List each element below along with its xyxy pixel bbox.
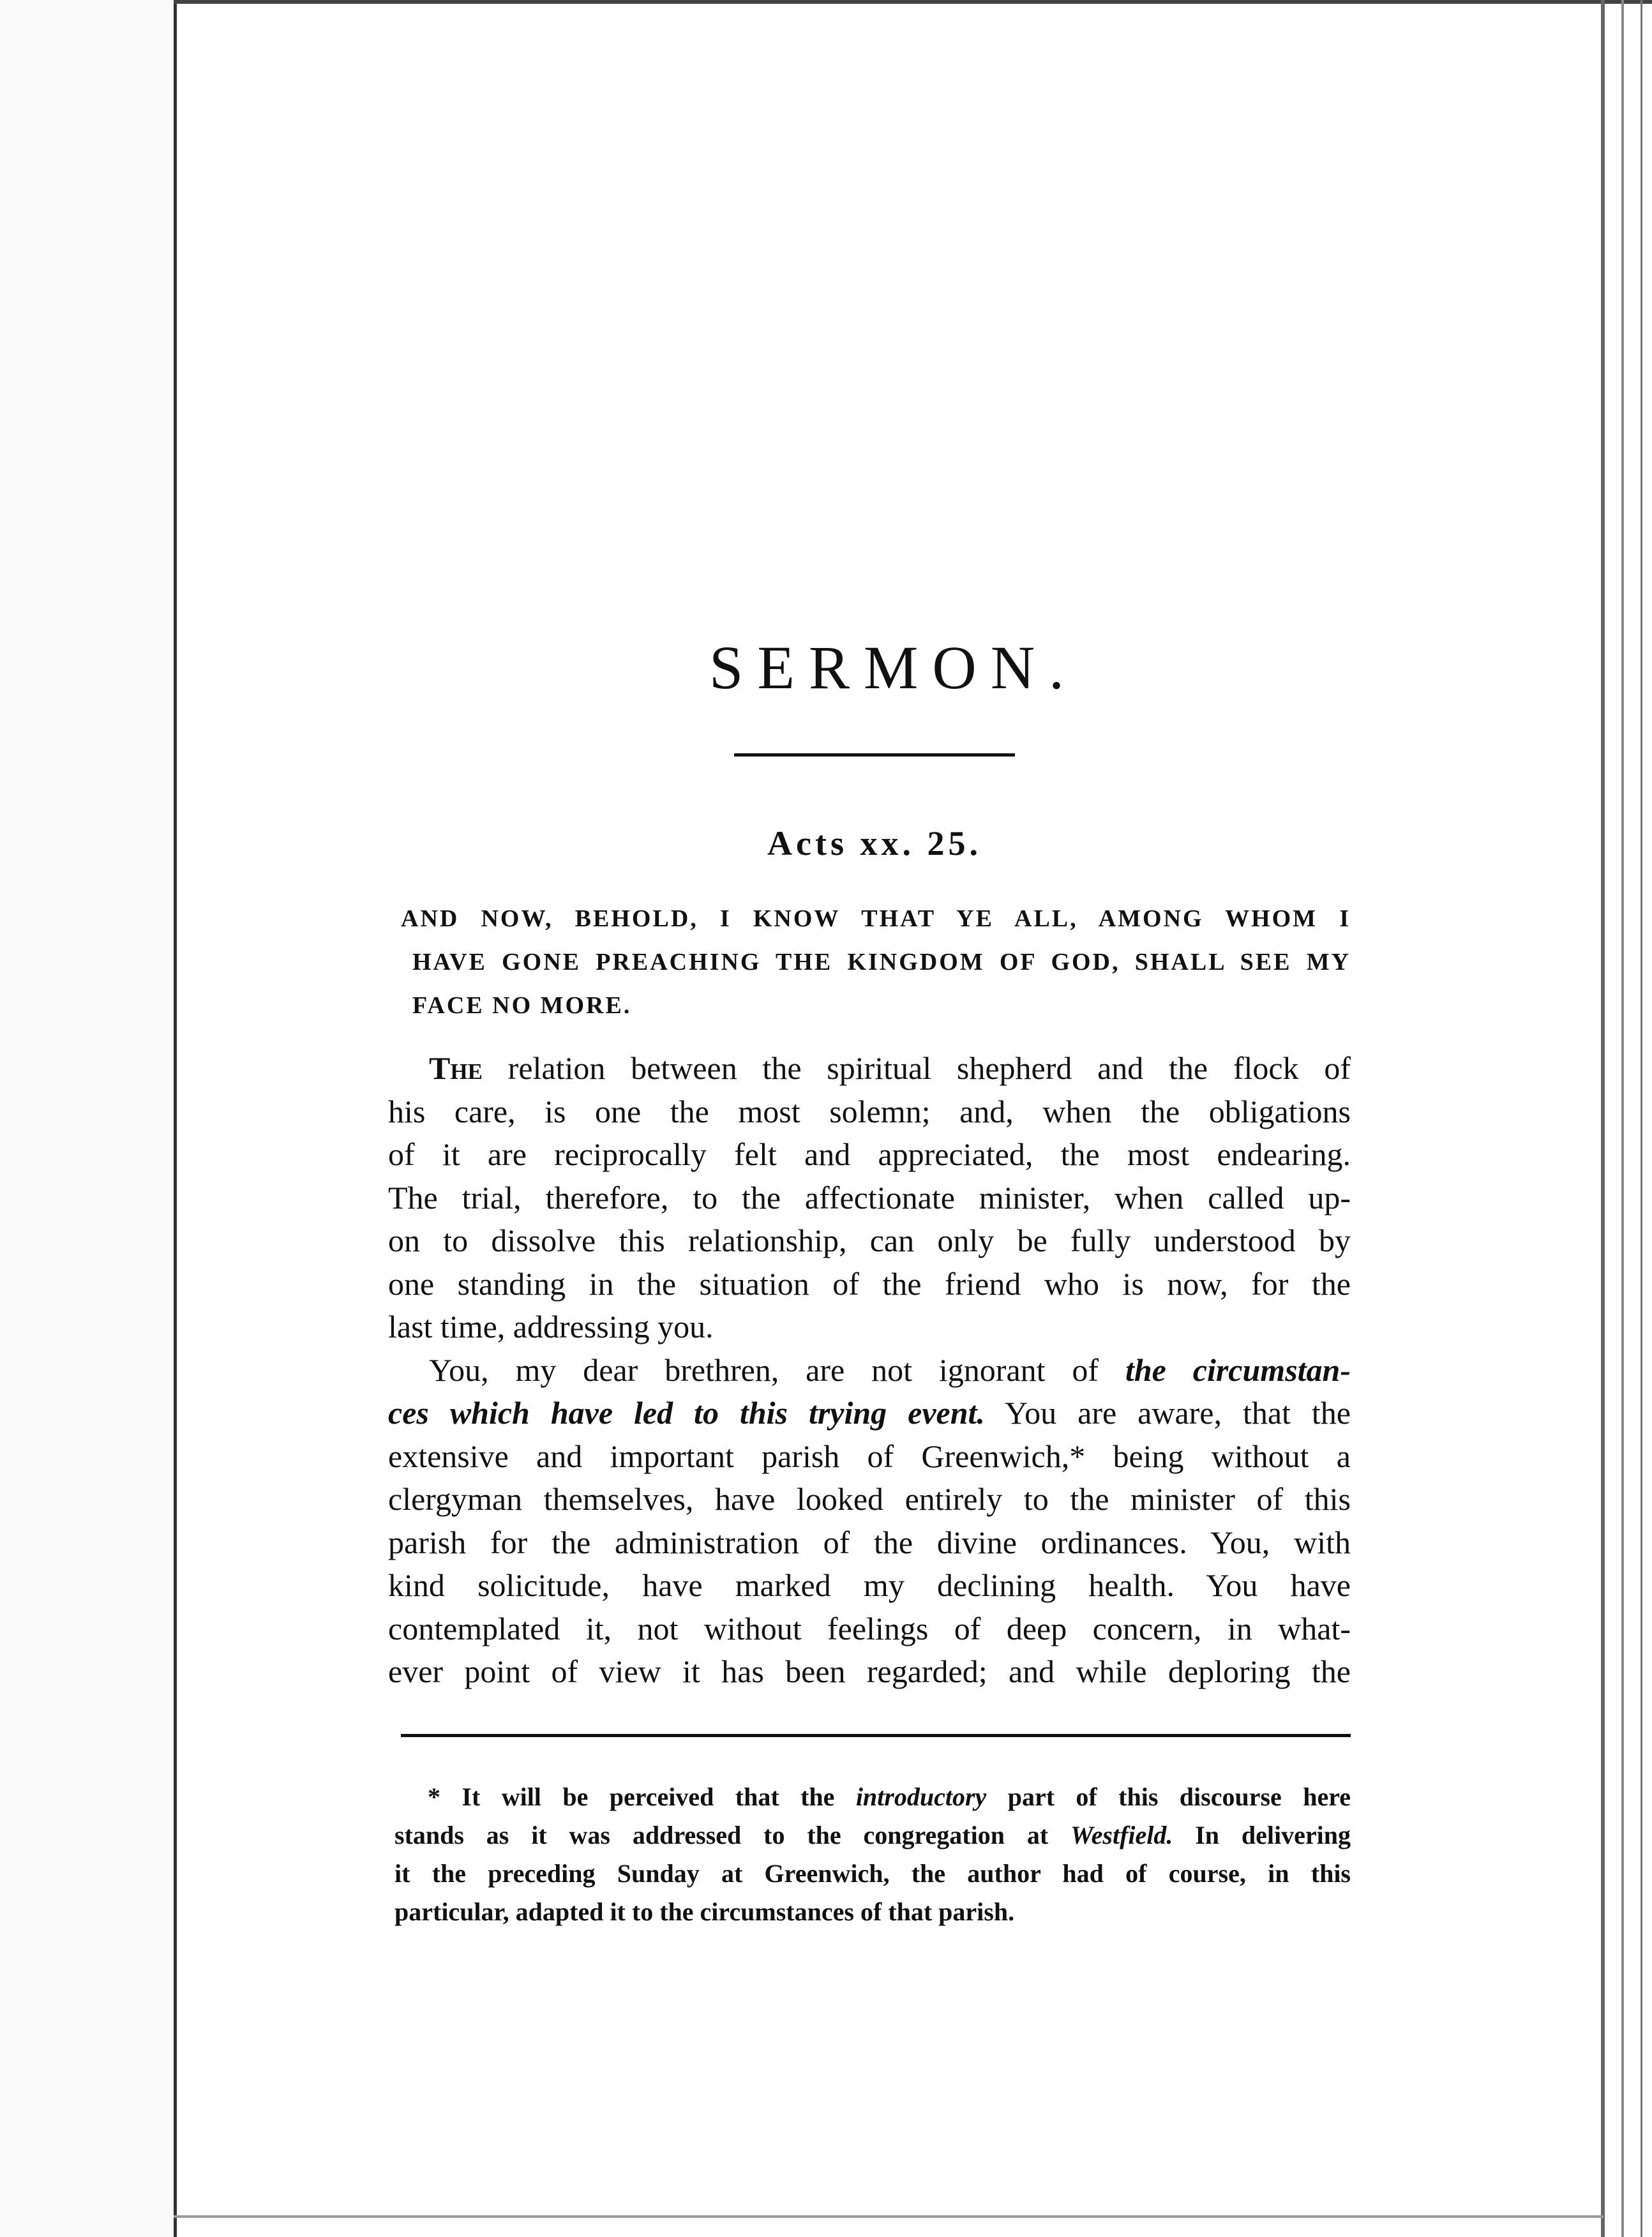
- footnote: [394, 1778, 1351, 1931]
- body-line: on to dissolve this relationship, can only be fully understood by: [388, 1223, 1351, 1258]
- footnote-line: [394, 1816, 1351, 1855]
- epigraph-line: FACE NO MORE.: [412, 992, 632, 1019]
- body-line: one standing in the situation of the friend who is now, for the: [388, 1265, 1351, 1302]
- italic-phrase: ces which have led to this trying event.: [388, 1395, 985, 1431]
- page-top-edge: [174, 0, 1652, 4]
- epigraph-line: HAVE GONE PREACHING THE KINGDOM OF GOD, SHALL SEE MY: [412, 949, 1351, 975]
- footnote-line: [394, 1778, 1351, 1816]
- footnote-text: In delivering: [1173, 1821, 1351, 1849]
- page-binding-edge: [174, 0, 177, 2237]
- body-line: [388, 1047, 1351, 1090]
- scripture-reference: Acts xx. 25.: [767, 824, 982, 862]
- body-line-text: relation between the spiritual shepherd and the flock of: [482, 1050, 1351, 1086]
- footnote-line: particular, adapted it to the circumstances of that parish.: [394, 1897, 1015, 1926]
- footnote-text: part of this discourse here: [986, 1782, 1351, 1811]
- body-line: extensive and important parish of Greenwich,* being without a: [388, 1438, 1351, 1474]
- body-line-text: You, my dear brethren, are not ignorant of: [429, 1352, 1125, 1388]
- drop-word: The: [429, 1050, 483, 1086]
- body-line: parish for the administration of the divine ordinances. You, with: [388, 1524, 1351, 1560]
- footnote-text: stands as it was addressed to the congregation at: [394, 1821, 1071, 1849]
- body-line: contemplated it, not without feelings of deep concern, in what-: [388, 1610, 1351, 1646]
- title-divider: [734, 753, 1015, 757]
- page-right-edge: [1601, 0, 1605, 2237]
- body-line-text: You are aware, that the: [984, 1395, 1351, 1431]
- body-line: his care, is one the most solemn; and, when the obligations: [388, 1093, 1351, 1129]
- sermon-body: [388, 1047, 1351, 1694]
- footnote-italic: Westfield.: [1070, 1821, 1173, 1849]
- footnote-italic: introductory: [855, 1782, 987, 1811]
- body-line: [388, 1349, 1351, 1392]
- body-line: last time, addressing you.: [388, 1309, 714, 1344]
- epigraph-line: AND NOW, BEHOLD, I KNOW THAT YE ALL, AMONG WHOM I: [401, 905, 1351, 932]
- page-title: SERMON.: [709, 633, 1079, 702]
- footnote-divider: [401, 1734, 1351, 1737]
- body-line: The trial, therefore, to the affectionate minister, when called up-: [388, 1179, 1351, 1216]
- body-line: kind solicitude, have marked my declining health. You have: [388, 1567, 1351, 1603]
- left-facing-page: [0, 0, 174, 2237]
- footnote-text: * It will be perceived that the: [428, 1782, 856, 1811]
- italic-phrase: the circumstan-: [1125, 1352, 1351, 1388]
- epigraph: [401, 897, 1351, 1027]
- body-line: [388, 1392, 1351, 1435]
- body-line: ever point of view it has been regarded; and while deploring the: [388, 1653, 1351, 1689]
- body-line: clergyman themselves, have looked entirely to the minister of this: [388, 1481, 1351, 1517]
- footnote-line: it the preceding Sunday at Greenwich, the author had of course, in this: [394, 1859, 1351, 1888]
- body-line: of it are reciprocally felt and appreciated, the most endearing.: [388, 1136, 1351, 1172]
- page-right-edge-2: [1621, 0, 1624, 2237]
- page-bottom-edge: [174, 2215, 1603, 2218]
- page-right-edge-3: [1641, 0, 1642, 2237]
